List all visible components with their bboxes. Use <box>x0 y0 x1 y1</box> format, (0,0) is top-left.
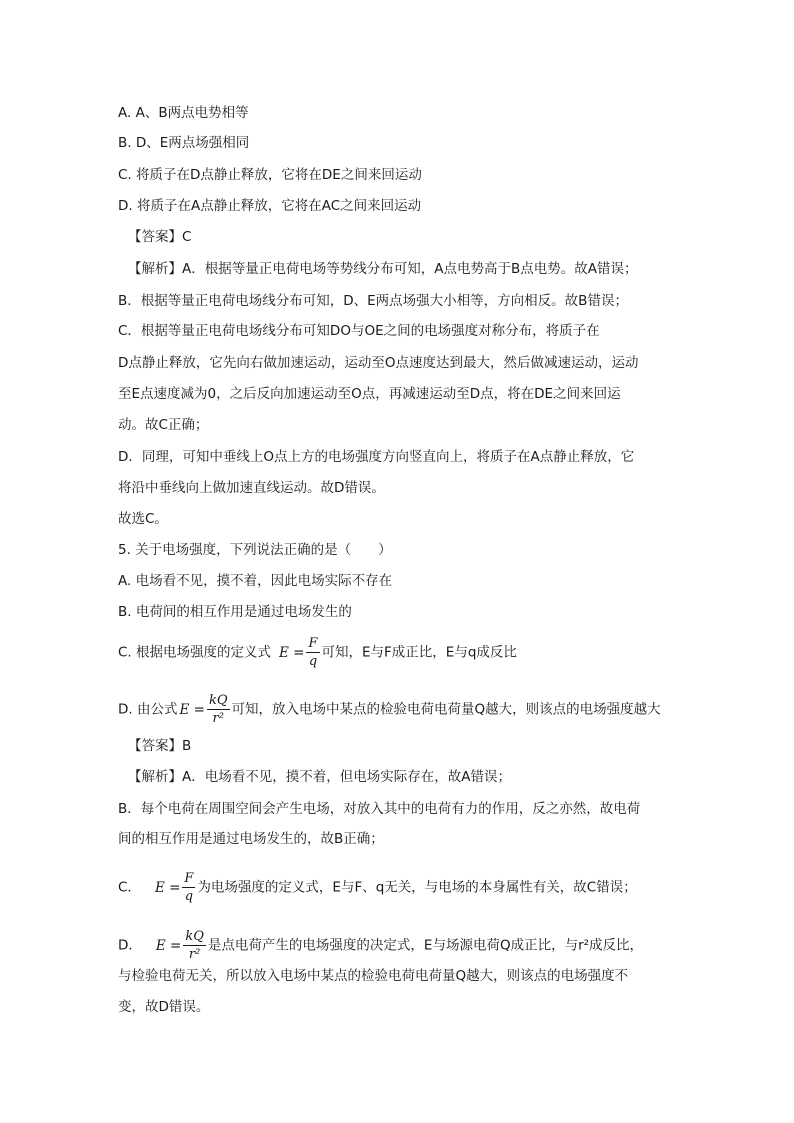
fraction-bar <box>306 652 319 653</box>
formula-f-over-q <box>182 871 195 904</box>
q5-analysis-text: C． <box>118 879 141 896</box>
q5-analysis-line <box>118 871 637 904</box>
formula-kq-over-r2 <box>207 693 230 726</box>
q4-analysis-line: 将沿中垂线向上做加速直线运动。故D错误。 <box>118 480 385 496</box>
formula-lhs: E = <box>154 879 181 896</box>
fraction-bar <box>182 887 195 888</box>
q5-analysis-line: 间的相互作用是通过电场发生的，故B正确； <box>118 831 384 847</box>
q5-analysis-line: B．每个电荷在周围空间会产生电场，对放入其中的电荷有力的作用，反之亦然，故电荷 <box>118 801 641 817</box>
q4-analysis-line: 【解析】A．根据等量正电荷电场等势线分布可知，A点电势高于B点电势。故A错误； <box>128 261 638 277</box>
q5-analysis-text: D． <box>118 937 142 954</box>
q5-stem: 5. 关于电场强度，下列说法正确的是（ ） <box>118 542 392 558</box>
q4-option-d: D. 将质子在A点静止释放，它将在AC之间来回运动 <box>118 198 422 214</box>
q5-option-d-text: 可知，放入电场中某点的检验电荷电荷量Q越大，则该点的电场强度越大 <box>231 701 661 718</box>
q5-analysis-text: 是点电荷产生的电场强度的决定式，E与场源电荷Q成正比，与r²成反比， <box>207 937 644 954</box>
q4-analysis-line: B．根据等量正电荷电场线分布可知，D、E两点场强大小相等，方向相反。故B错误； <box>118 293 628 309</box>
q4-analysis-line: 至E点速度减为0，之后反向加速运动至O点，再减速运动至D点，将在DE之间来回运 <box>118 386 621 402</box>
fraction-numerator: kQ <box>185 929 204 944</box>
fraction-denominator: q <box>308 654 318 669</box>
q4-option-b: B. D、E两点场强相同 <box>118 135 250 151</box>
q5-option-a: A. 电场看不见，摸不着，因此电场实际不存在 <box>118 573 393 589</box>
q5-answer: 【答案】B <box>128 738 192 754</box>
q5-analysis-line: 与检验电荷无关，所以放入电场中某点的检验电荷电荷量Q越大，则该点的电场强度不 <box>118 968 629 984</box>
fraction-numerator: kQ <box>208 693 228 708</box>
q4-option-c: C. 将质子在D点静止释放，它将在DE之间来回运动 <box>118 167 422 183</box>
q5-option-d <box>118 693 661 726</box>
q4-option-a: A. A、B两点电势相等 <box>118 105 249 121</box>
q5-option-c-text: 可知，E与F成正比，E与q成反比 <box>321 644 517 661</box>
q5-option-c-text: C. 根据电场强度的定义式 <box>118 644 272 661</box>
q5-analysis-line <box>118 929 643 962</box>
q4-analysis-line: 动。故C正确； <box>118 417 209 433</box>
fraction-bar <box>183 945 206 946</box>
formula-lhs: E = <box>155 937 182 954</box>
q5-option-b: B. 电荷间的相互作用是通过电场发生的 <box>118 604 352 620</box>
fraction-numerator: F <box>308 636 318 651</box>
q5-analysis-line: 变，故D错误。 <box>118 999 210 1015</box>
q4-answer: 【答案】C <box>128 229 192 245</box>
q5-analysis-line: 【解析】A．电场看不见，摸不着，但电场实际存在，故A错误； <box>128 769 511 785</box>
q5-option-d-text: D. 由公式 <box>118 701 178 718</box>
q4-conclusion: 故选C。 <box>118 511 168 527</box>
q4-analysis-line: D．同理，可知中垂线上O点上方的电场强度方向竖直向上，将质子在A点静止释放，它 <box>118 449 635 465</box>
formula-kq-over-r2 <box>183 929 206 962</box>
q4-analysis-line: C．根据等量正电荷电场线分布可知DO与OE之间的电场强度对称分布，将质子在 <box>118 323 600 339</box>
fraction-denominator: q <box>184 889 194 904</box>
formula-f-over-q <box>306 636 319 669</box>
q4-analysis-line: D点静止释放，它先向右做加速运动，运动至O点速度达到最大，然后做减速运动，运动 <box>118 355 639 371</box>
fraction-bar <box>207 709 230 710</box>
q5-analysis-text: 为电场强度的定义式，E与F、q无关，与电场的本身属性有关，故C错误； <box>197 879 637 896</box>
formula-lhs: E = <box>279 644 305 661</box>
fraction-numerator: F <box>184 871 194 886</box>
fraction-denominator: r² <box>212 711 224 726</box>
formula-lhs: E = <box>179 701 205 718</box>
q5-option-c <box>118 636 517 669</box>
fraction-denominator: r² <box>188 947 201 962</box>
